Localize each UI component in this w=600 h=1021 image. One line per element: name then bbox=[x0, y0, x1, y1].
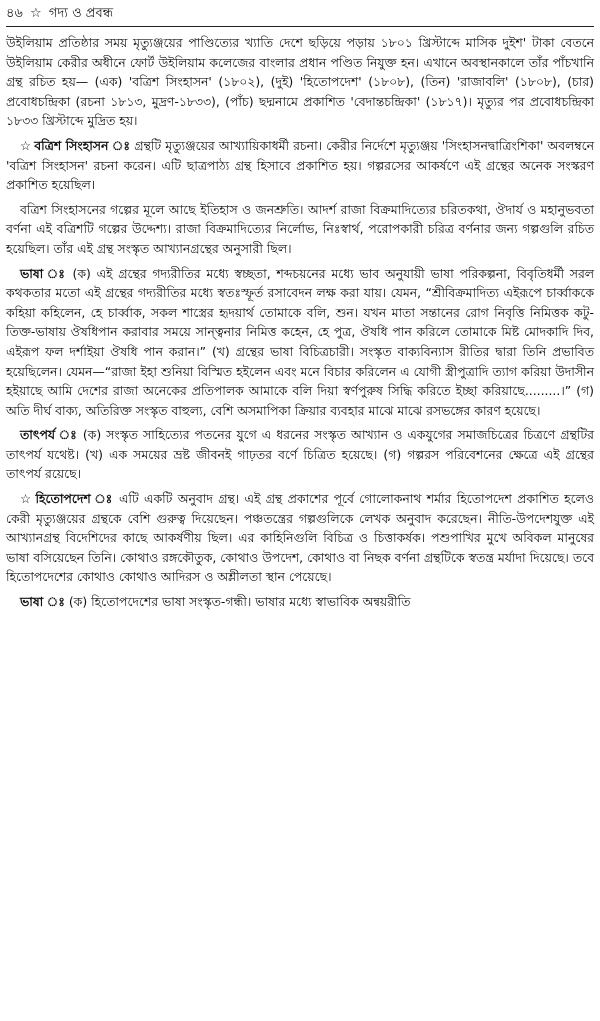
section-heading: ভাষা ঃ bbox=[20, 265, 67, 281]
book-page bbox=[6, 4, 594, 617]
paragraph-text: গ্রন্থটি মৃত্যুঞ্জয়ের আখ্যায়িকাধর্মী রচনা। কেরীর নির্দেশে মৃত্যুঞ্জয় 'সিংহাসনদ্বাত্রিংশিকা' অবলম্বনে 'বত্রিশ সিংহাসন' রচনা করেন। এটি ছাত্রপাঠ্য গ্রন্থ হিসাবে প্রকাশিত হয়। গল্পরসের আকর্ষণে এই গ্রন্থের অনেক সংস্করণ প্রকাশিত হয়েছিল। bbox=[6, 137, 595, 193]
section-heading: ভাষা ঃ bbox=[20, 594, 65, 610]
page-number: ৪৬ bbox=[6, 6, 23, 21]
paragraph-text: এটি একটি অনুবাদ গ্রন্থ। এই গ্রন্থ প্রকাশের পূর্বে গোলোকনাথ শর্মার হিতোপদেশ প্রকাশিত হলেও কেরী মৃত্যুঞ্জয়ের গ্রন্থকে বেশি গুরুত্ব দিয়েছেন। পঞ্চতন্ত্রের গল্পগুলিকে লেখক অনুবাদ করেছেন। নীতি-উপদেশযুক্ত এই আখ্যানগ্রন্থ বিদেশিদের কাছে আকর্ষণীয় ছিল। এর কাহিনিগুলি বিচিত্র ও চিত্তাকর্ষক। পশুপাখির মুখে অবিকল মানুষের ভাষা বসিয়েছেন তিনি। কোথাও রঙ্গকৌতুক, কোথাও উপদেশ, কোথাও বা নিছক বর্ণনা গ্রন্থটিকে স্বতন্ত্র মর্যাদা দিয়েছে। তবে হিতোপদেশের কোথাও কোথাও আদিরস ও অশ্লীলতা স্থান পেয়েছে। bbox=[6, 491, 595, 585]
star-icon: ☆ bbox=[30, 6, 42, 21]
paragraph-batrish-singhasan bbox=[6, 136, 594, 195]
section-heading: বত্রিশ সিংহাসন ঃ bbox=[34, 137, 131, 153]
paragraph-text: বত্রিশ সিংহাসনের গল্পের মূলে আছে ইতিহাস ও জনশ্রুতি। আদর্শ রাজা বিক্রমাদিত্যের চরিতকথা, ঔদার্য ও মহানুভবতা বর্ণনা এই বত্রিশটি গল্পের উদ্দেশ্য। রাজা বিক্রমাদিত্যের নির্লোভ, নিঃস্বার্থ, পরোপকারী চরিত্র বর্ণনার জন্য গল্পগুলি রচিত হয়েছিল। তাঁর এই গ্রন্থ সংস্কৃত আখ্যানগ্রন্থের অনুসারী ছিল। bbox=[6, 201, 594, 256]
paragraph-text: (ক) হিতোপদেশের ভাষা সংস্কৃত-গন্ধী। ভাষার মধ্যে স্বাভাবিক অন্বয়রীতি bbox=[64, 594, 411, 610]
paragraph-hitopadesh-language bbox=[6, 592, 594, 612]
paragraph-text: (ক) এই গ্রন্থের গদ্যরীতির মধ্যে স্বচ্ছতা, শব্দচয়নের মধ্যে ভাব অনুযায়ী ভাষা পরিকল্পনা, বিবৃতিধর্মী সরল কথকতার মতো এই গ্রন্থের গদ্যরীতির মধ্যে স্বতঃস্ফূর্ত রসাবেদন লক্ষ করা যায়। যেমন, “শ্রীবিক্রমাদিত্য এইরূপে চার্ব্বাককে কহিয়া কহিলেন, হে চার্ব্বাক, সকল শাস্ত্রের হৃদয়ার্থ তোমাকে বলি, শুন। যখন মাতা সন্তানের রোগ নিবৃত্তি নিমিত্তক কটু-তিক্ত-ভাষায় ঔষধিপান করাবার সময়ে সান্ত্বনার নিমিত্ত কহেন, হে পুত্র, ঔষধি পান করিলে তোমাকে মিষ্ট মোদকাদি দিব, এইরূপ ফল দর্শাইয়া ঔষধি পান করান।” (খ) গ্রন্থের ভাষা বিচিত্রচারী। সংস্কৃত বাক্যবিন্যাস রীতির দ্বারা তিনি প্রভাবিত হয়েছিলেন। যেমন—“রাজা ইহা শুনিয়া বিস্মিত হইলেন এবং মনে বিচার করিলেন এ যোগী স্ত্রীপুত্রাদি ত্যাগ করিয়া উদাসীন হইয়াছে আমি দেশের রাজা অনেকের প্রতিপালক আমাকে বলি দিয়া স্বর্ণপুরুষ সিদ্ধি করিতে ইচ্ছা করিয়াছে.........।” (গ) অতি দীর্ঘ বাক্য, অতিরিক্ত সংস্কৃত বাহুল্য, বেশি অসমাপিকা ক্রিয়ার ব্যবহার মাঝে মাঝে রসভঙ্গের কারণ হয়েছে। bbox=[6, 265, 595, 418]
paragraph-text: উইলিয়াম প্রতিষ্ঠার সময় মৃত্যুঞ্জয়ের পাণ্ডিত্যের খ্যাতি দেশে ছড়িয়ে পড়ায় ১৮০১ খ্রিস্টাব্দে মাসিক দুইশ' টাকা বেতনে উইলিয়াম কেরীর অধীনে ফোর্ট উইলিয়াম কলেজের বাংলার প্রধান পণ্ডিত নিযুক্ত হন। এখানে অবস্থানকালে তাঁর পাঁচখানি গ্রন্থ রচিত হয়— (এক) 'বত্রিশ সিংহাসন' (১৮০২), (দুই) 'হিতোপদেশ' (১৮০৮), (তিন) 'রাজাবলি' (১৮০৮), (চার) প্রবোধচন্দ্রিকা (রচনা ১৮১৩, মুদ্রণ-১৮৩৩), (পাঁচ) ছদ্মনামে প্রকাশিত 'বেদান্তচন্দ্রিকা' (১৮১৭)। মৃত্যুর পর প্রবোধচন্দ্রিকা ১৮৩৩ খ্রিস্টাব্দে মুদ্রিত হয়। bbox=[6, 35, 594, 129]
paragraph-significance bbox=[6, 425, 594, 484]
running-header bbox=[6, 4, 594, 27]
star-icon: ☆ bbox=[20, 491, 33, 507]
star-icon: ☆ bbox=[20, 137, 32, 153]
section-heading: হিতোপদেশ ঃ bbox=[35, 491, 114, 507]
paragraph-story-origin bbox=[6, 200, 594, 259]
paragraph-hitopadesh bbox=[6, 489, 594, 587]
section-heading: তাৎপর্য ঃ bbox=[20, 427, 78, 443]
paragraph-language bbox=[6, 264, 594, 421]
book-title: গদ্য ও প্রবন্ধ bbox=[48, 6, 114, 21]
paragraph-text: (ক) সংস্কৃত সাহিত্যের পতনের যুগে এ ধরনের সংস্কৃত আখ্যান ও একযুগের সমাজচিত্রের চিত্রণে গ্রন্থটির তাৎপর্য যথেষ্ট। (খ) এক সময়ের ভ্রষ্ট জীবনই গাঢ়তর বর্ণে চিত্রিত হয়েছে। (গ) গল্পরস পরিবেশনের ক্ষেত্রে এই গ্রন্থের তাৎপর্য রয়েছে। bbox=[6, 427, 594, 482]
paragraph-intro bbox=[6, 33, 594, 131]
